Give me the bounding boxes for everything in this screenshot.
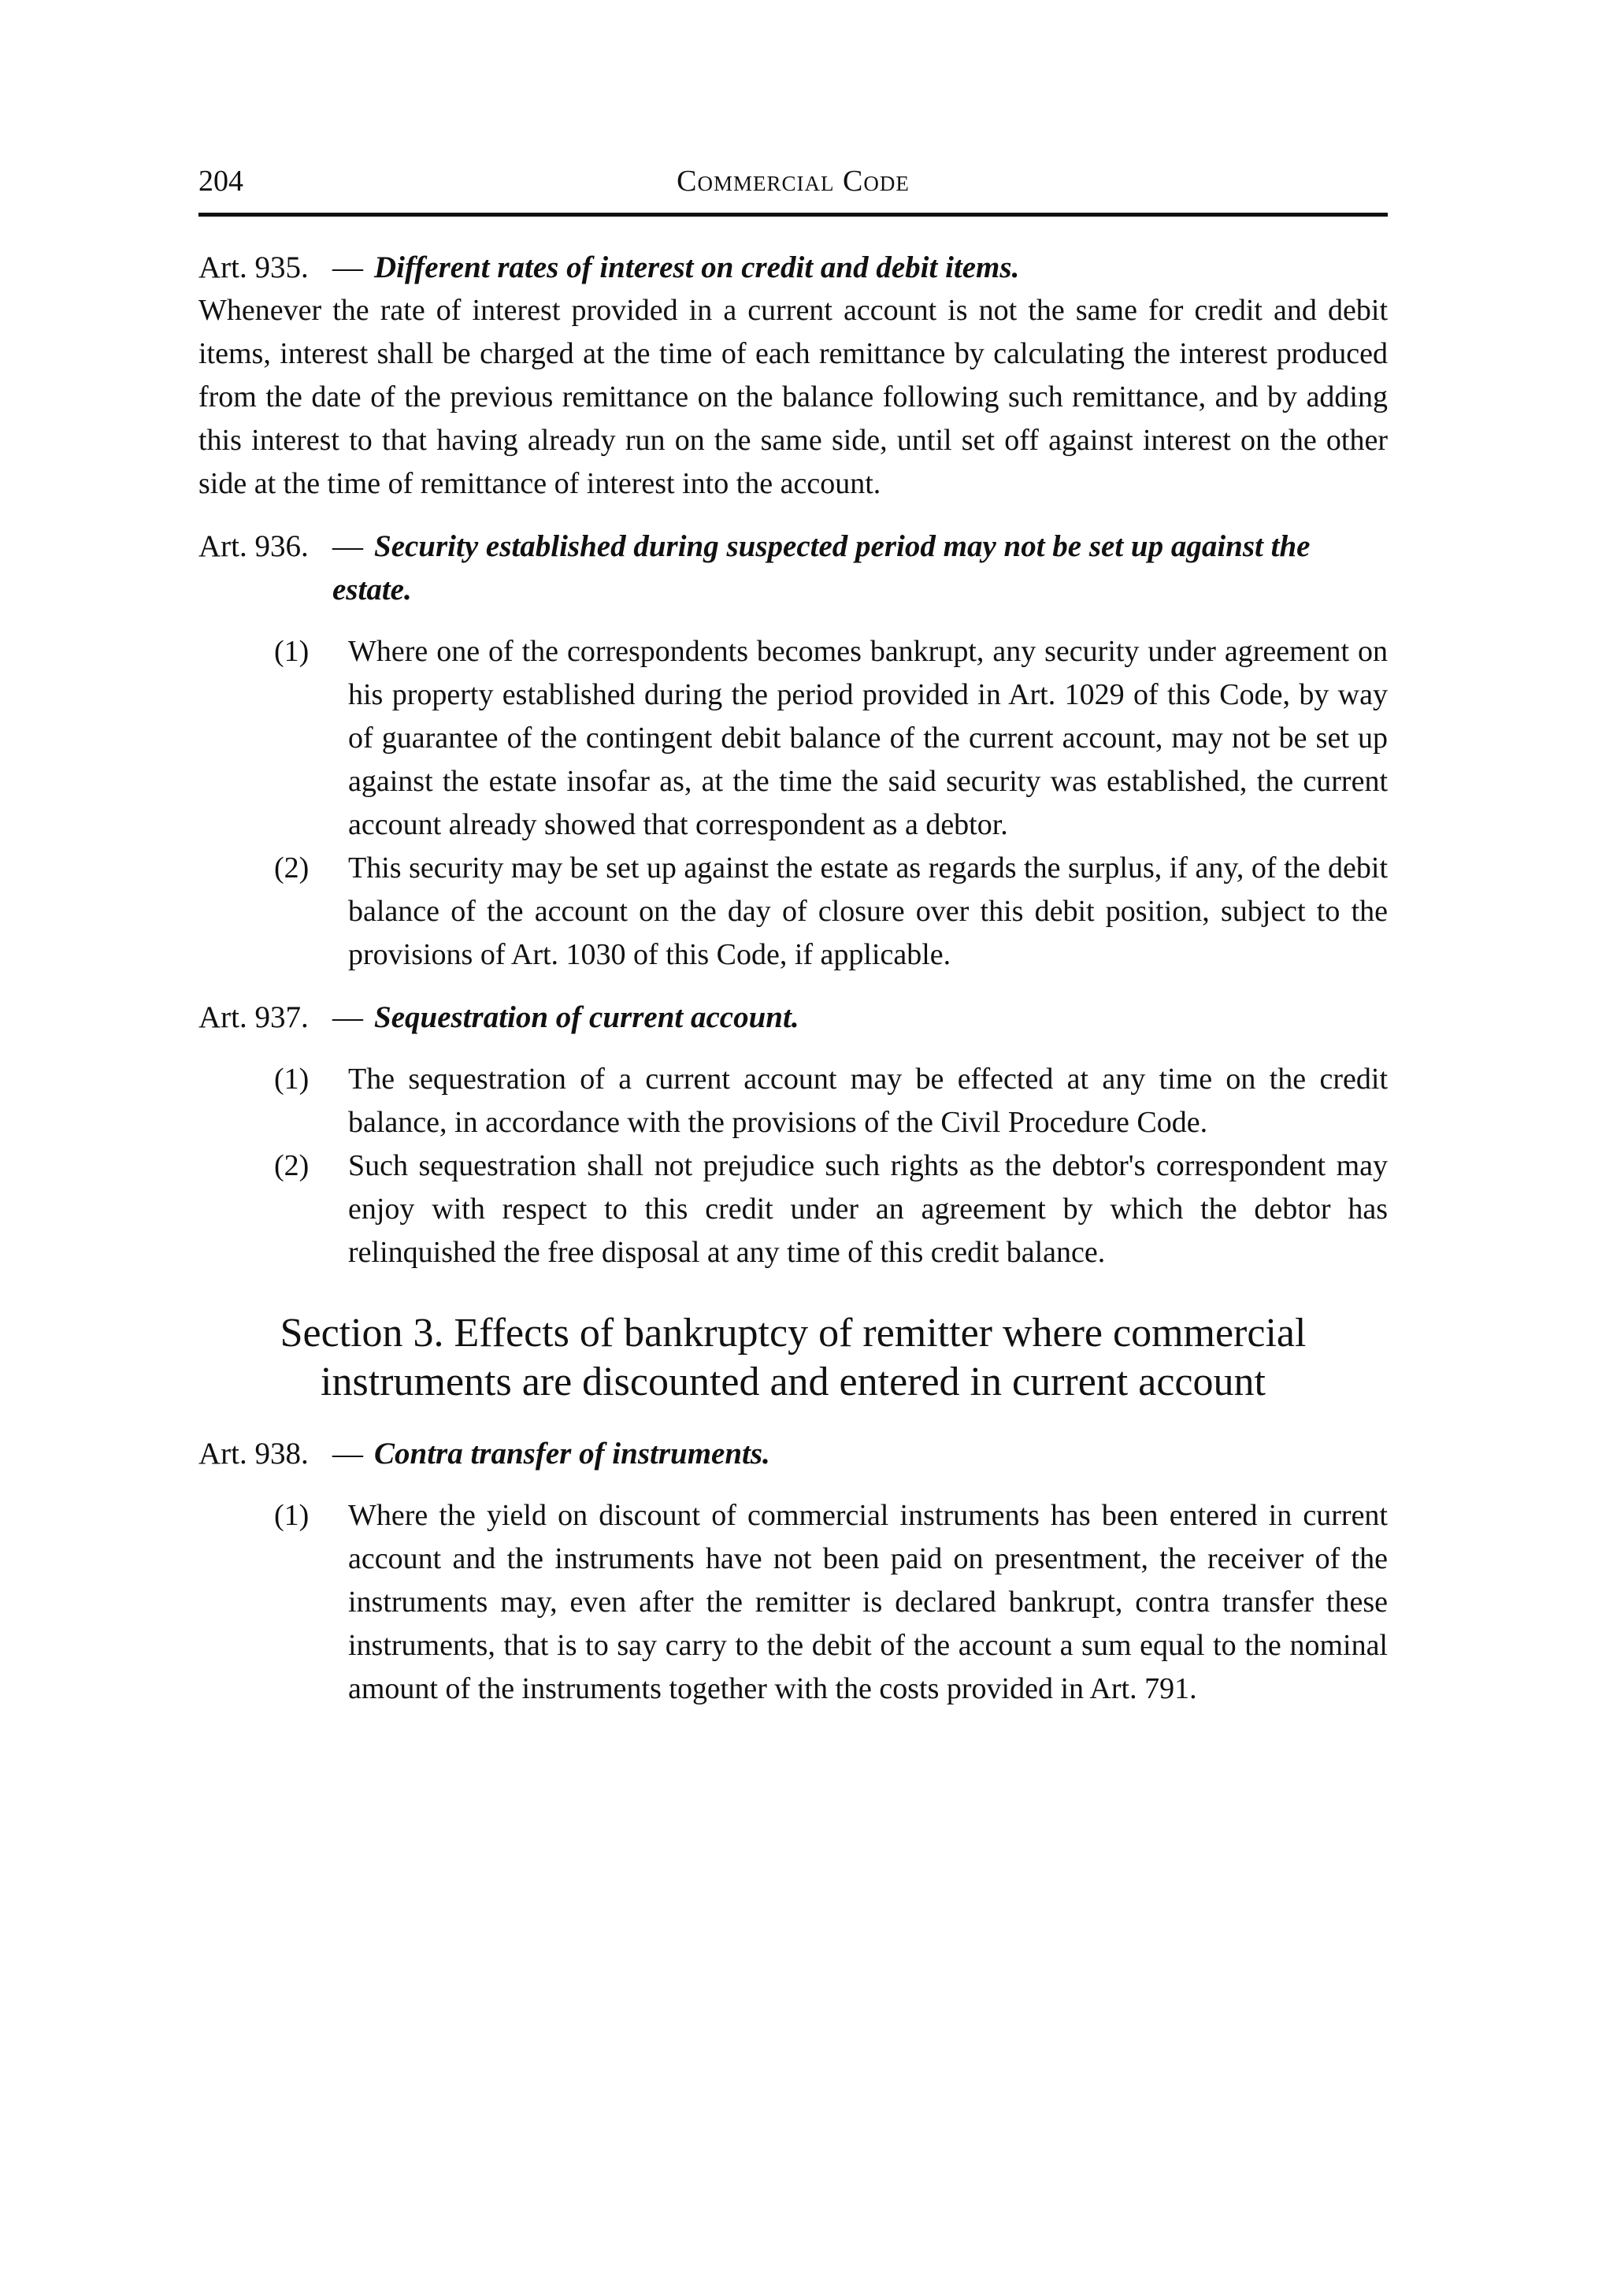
heading-dash: — xyxy=(332,1437,363,1471)
article-number: Art. 935. xyxy=(198,250,309,284)
article-935 xyxy=(198,246,1388,506)
running-title: Commercial Code xyxy=(677,165,910,198)
article-heading xyxy=(198,246,1388,289)
subsection-number: (1) xyxy=(274,635,310,668)
subsection xyxy=(198,630,1388,847)
subsection xyxy=(198,847,1388,977)
article-title: Contra transfer of instruments. xyxy=(374,1437,770,1471)
article-number: Art. 936. xyxy=(198,529,309,563)
section-heading xyxy=(198,1309,1388,1407)
article-paragraph: Whenever the rate of interest provided in a current account is not the same for credit and debit items, interest shall be charged at the time of each remittance by calculating the interest produced from the date of the previous remittance on the balance following such remittance, and by adding this interest to that having already run on the same side, until set off against interest on the other side at the time of remittance of interest into the account. xyxy=(198,294,1388,500)
subsection-text: This security may be set up against the estate as regards the surplus, if any, of the debit balance of the account on the day of closure over this debit position, subject to the provisions of Art. 1030 of this Code, if applicable. xyxy=(348,851,1388,971)
article-title: Different rates of interest on credit and debit items. xyxy=(374,250,1020,284)
article-number: Art. 938. xyxy=(198,1437,309,1471)
header-rule xyxy=(198,213,1388,217)
subsection-text: Where the yield on discount of commercial instruments has been entered in current account and the instruments have not been paid on presentment, the receiver of the instruments may, even after the remitter is declared bankrupt, contra transfer these instruments, that is to say carry to the debit of the account a sum equal to the nominal amount of the instruments together with the costs provided in Art. 791. xyxy=(348,1499,1388,1705)
subsection-text: Such sequestration shall not prejudice such rights as the debtor's correspondent may enjoy with respect to this credit under an agreement by which the debtor has relinquished the free disposal at any time of this credit balance. xyxy=(348,1149,1388,1269)
subsection xyxy=(198,1494,1388,1711)
subsection-text: Where one of the correspondents becomes bankrupt, any security under agreement on his property established during the period provided in Art. 1029 of this Code, by way of guarantee of the contingent debit balance of the current account, may not be set up against the estate insofar as, at the time the said security was established, the current account already showed that correspondent as a debtor. xyxy=(348,635,1388,841)
subsection-number: (1) xyxy=(274,1063,310,1096)
article-938 xyxy=(198,1432,1388,1711)
heading-dash: — xyxy=(332,250,363,284)
article-heading xyxy=(198,1432,1388,1475)
article-936 xyxy=(198,525,1388,977)
subsection-text: The sequestration of a current account may be effected at any time on the credit balance, in accordance with the provisions of the Civil Procedure Code. xyxy=(348,1063,1388,1139)
article-937 xyxy=(198,996,1388,1274)
article-heading xyxy=(198,525,1388,611)
article-title: Security established during suspected period may not be set up against the estate. xyxy=(332,529,1311,606)
page-number: 204 xyxy=(198,165,243,198)
heading-dash: — xyxy=(332,1000,363,1034)
subsection xyxy=(198,1058,1388,1144)
article-number: Art. 937. xyxy=(198,1000,309,1034)
page-content xyxy=(198,246,1388,1711)
subsection-number: (1) xyxy=(274,1499,310,1532)
section-heading-line: Section 3. Effects of bankruptcy of remitter where commercial xyxy=(280,1311,1307,1356)
heading-dash: — xyxy=(332,529,363,563)
page-header xyxy=(198,158,1388,205)
article-heading xyxy=(198,996,1388,1039)
section-heading-line: instruments are discounted and entered in current account xyxy=(321,1359,1266,1404)
subsection-number: (2) xyxy=(274,851,310,885)
article-title: Sequestration of current account. xyxy=(374,1000,799,1034)
subsection-number: (2) xyxy=(274,1149,310,1182)
subsection xyxy=(198,1144,1388,1274)
